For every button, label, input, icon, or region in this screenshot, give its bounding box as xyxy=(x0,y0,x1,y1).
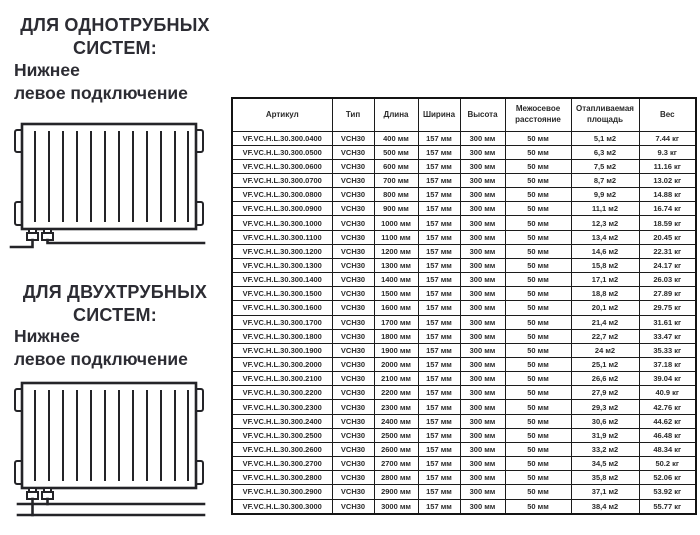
column-header-article: Артикул xyxy=(232,98,332,131)
table-cell: VCH30 xyxy=(332,188,374,202)
table-row xyxy=(232,372,696,386)
table-cell: 50 мм xyxy=(505,244,571,258)
table-cell: VCH30 xyxy=(332,273,374,287)
table-cell: VF.VC.H.L.30.300.1500 xyxy=(232,287,332,301)
left-panel xyxy=(0,0,230,535)
table-cell: VF.VC.H.L.30.300.2100 xyxy=(232,372,332,386)
column-header-heated-area: Отапливаемая площадь xyxy=(571,98,639,131)
table-cell: 157 мм xyxy=(418,329,460,343)
table-cell: 50 мм xyxy=(505,442,571,456)
table-cell: VCH30 xyxy=(332,173,374,187)
table-cell: 300 мм xyxy=(460,244,505,258)
table-cell: 29,3 м2 xyxy=(571,400,639,414)
single-pipe-lines xyxy=(11,240,204,247)
table-cell: 33,2 м2 xyxy=(571,442,639,456)
heading-line: СИСТЕМ: xyxy=(73,38,157,58)
table-cell: 1100 мм xyxy=(374,230,418,244)
table-cell: 157 мм xyxy=(418,258,460,272)
table-cell: 157 мм xyxy=(418,315,460,329)
table-cell: VCH30 xyxy=(332,428,374,442)
table-row xyxy=(232,499,696,514)
table-cell: 157 мм xyxy=(418,131,460,145)
table-row xyxy=(232,343,696,357)
table-cell: 27,9 м2 xyxy=(571,386,639,400)
table-cell: 300 мм xyxy=(460,414,505,428)
table-cell: 9,9 м2 xyxy=(571,188,639,202)
table-row xyxy=(232,428,696,442)
table-cell: VCH30 xyxy=(332,358,374,372)
table-cell: VCH30 xyxy=(332,442,374,456)
table-cell: 2500 мм xyxy=(374,428,418,442)
table-cell: 1900 мм xyxy=(374,343,418,357)
table-cell: 400 мм xyxy=(374,131,418,145)
table-cell: VF.VC.H.L.30.300.1600 xyxy=(232,301,332,315)
table-cell: VF.VC.H.L.30.300.2700 xyxy=(232,457,332,471)
table-row xyxy=(232,202,696,216)
table-cell: VF.VC.H.L.30.300.1900 xyxy=(232,343,332,357)
table-cell: 2400 мм xyxy=(374,414,418,428)
table-cell: 33.47 кг xyxy=(639,329,696,343)
table-cell: 157 мм xyxy=(418,414,460,428)
table-cell: VCH30 xyxy=(332,216,374,230)
table-cell: 12,3 м2 xyxy=(571,216,639,230)
table-row xyxy=(232,287,696,301)
table-cell: VF.VC.H.L.30.300.0800 xyxy=(232,188,332,202)
table-cell: 50.2 кг xyxy=(639,457,696,471)
table-cell: 300 мм xyxy=(460,230,505,244)
table-cell: VF.VC.H.L.30.300.1800 xyxy=(232,329,332,343)
table-cell: VCH30 xyxy=(332,329,374,343)
table-cell: 14,6 м2 xyxy=(571,244,639,258)
table-cell: VCH30 xyxy=(332,287,374,301)
table-cell: 50 мм xyxy=(505,343,571,357)
table-cell: 157 мм xyxy=(418,145,460,159)
table-cell: 300 мм xyxy=(460,329,505,343)
table-cell: 9.3 кг xyxy=(639,145,696,159)
connection-label-two-pipe xyxy=(14,325,226,371)
table-cell: 157 мм xyxy=(418,216,460,230)
table-cell: 50 мм xyxy=(505,414,571,428)
table-cell: 2900 мм xyxy=(374,485,418,499)
heading-line: ДЛЯ ОДНОТРУБНЫХ xyxy=(20,15,210,35)
table-cell: 300 мм xyxy=(460,315,505,329)
table-row xyxy=(232,400,696,414)
table-cell: VCH30 xyxy=(332,485,374,499)
table-cell: 2600 мм xyxy=(374,442,418,456)
table-cell: 26.03 кг xyxy=(639,273,696,287)
table-cell: 50 мм xyxy=(505,372,571,386)
table-cell: 2200 мм xyxy=(374,386,418,400)
table-cell: 1000 мм xyxy=(374,216,418,230)
table-cell: 2000 мм xyxy=(374,358,418,372)
table-cell: 52.06 кг xyxy=(639,471,696,485)
table-cell: 48.34 кг xyxy=(639,442,696,456)
table-cell: 157 мм xyxy=(418,386,460,400)
table-cell: 50 мм xyxy=(505,400,571,414)
table-cell: 50 мм xyxy=(505,457,571,471)
table-cell: 39.04 кг xyxy=(639,372,696,386)
table-cell: 50 мм xyxy=(505,258,571,272)
table-cell: 7,5 м2 xyxy=(571,159,639,173)
table-cell: 157 мм xyxy=(418,485,460,499)
table-cell: VCH30 xyxy=(332,258,374,272)
table-cell: 300 мм xyxy=(460,159,505,173)
connection-stubs xyxy=(27,488,53,499)
table-cell: VF.VC.H.L.30.300.2000 xyxy=(232,358,332,372)
column-header-center-distance: Межосевое расстояние xyxy=(505,98,571,131)
table-cell: VF.VC.H.L.30.300.2800 xyxy=(232,471,332,485)
table-cell: 6,3 м2 xyxy=(571,145,639,159)
table-cell: 50 мм xyxy=(505,188,571,202)
table-cell: 157 мм xyxy=(418,471,460,485)
table-cell: 300 мм xyxy=(460,287,505,301)
heading-two-pipe-systems xyxy=(0,281,230,327)
table-row xyxy=(232,273,696,287)
table-cell: 1400 мм xyxy=(374,273,418,287)
table-row xyxy=(232,386,696,400)
table-cell: 11,1 м2 xyxy=(571,202,639,216)
table-cell: VF.VC.H.L.30.300.0600 xyxy=(232,159,332,173)
heading-line: ДЛЯ ДВУХТРУБНЫХ xyxy=(22,282,208,302)
table-cell: VCH30 xyxy=(332,244,374,258)
table-cell: VF.VC.H.L.30.300.0400 xyxy=(232,131,332,145)
heading-single-pipe-systems xyxy=(0,14,230,60)
table-cell: VCH30 xyxy=(332,400,374,414)
table-cell: 157 мм xyxy=(418,400,460,414)
table-cell: 17,1 м2 xyxy=(571,273,639,287)
table-cell: 2800 мм xyxy=(374,471,418,485)
table-cell: VF.VC.H.L.30.300.3000 xyxy=(232,499,332,514)
table-row xyxy=(232,188,696,202)
table-cell: 157 мм xyxy=(418,499,460,514)
table-cell: 50 мм xyxy=(505,131,571,145)
table-cell: VCH30 xyxy=(332,386,374,400)
table-cell: 50 мм xyxy=(505,358,571,372)
radiator-diagram-single-pipe xyxy=(8,114,210,254)
table-cell: 38,4 м2 xyxy=(571,499,639,514)
table-cell: 157 мм xyxy=(418,202,460,216)
table-cell: 50 мм xyxy=(505,315,571,329)
table-cell: 300 мм xyxy=(460,188,505,202)
table-cell: VCH30 xyxy=(332,159,374,173)
table-row xyxy=(232,315,696,329)
table-cell: 157 мм xyxy=(418,244,460,258)
table-row xyxy=(232,301,696,315)
table-cell: 2700 мм xyxy=(374,457,418,471)
table-cell: 800 мм xyxy=(374,188,418,202)
table-cell: 157 мм xyxy=(418,358,460,372)
table-cell: 24.17 кг xyxy=(639,258,696,272)
table-cell: VF.VC.H.L.30.300.0900 xyxy=(232,202,332,216)
table-row xyxy=(232,442,696,456)
table-cell: 16.74 кг xyxy=(639,202,696,216)
table-cell: 55.77 кг xyxy=(639,499,696,514)
column-header-length: Длина xyxy=(374,98,418,131)
table-row xyxy=(232,471,696,485)
table-cell: 46.48 кг xyxy=(639,428,696,442)
table-cell: 40.9 кг xyxy=(639,386,696,400)
table-cell: VF.VC.H.L.30.300.1300 xyxy=(232,258,332,272)
header-row xyxy=(232,98,696,131)
radiator-two-pipe-icon xyxy=(8,378,210,523)
table-cell: VF.VC.H.L.30.300.1000 xyxy=(232,216,332,230)
two-pipe-lines xyxy=(18,499,204,515)
table-cell: 1200 мм xyxy=(374,244,418,258)
table-cell: VCH30 xyxy=(332,457,374,471)
subheading-line: левое подключение xyxy=(14,349,188,369)
table-cell: VF.VC.H.L.30.300.2600 xyxy=(232,442,332,456)
table-cell: 1800 мм xyxy=(374,329,418,343)
table-cell: 35,8 м2 xyxy=(571,471,639,485)
table-cell: 50 мм xyxy=(505,145,571,159)
table-cell: 5,1 м2 xyxy=(571,131,639,145)
table-row xyxy=(232,457,696,471)
table-cell: 300 мм xyxy=(460,145,505,159)
table-cell: VCH30 xyxy=(332,499,374,514)
table-cell: 15,8 м2 xyxy=(571,258,639,272)
table-cell: 300 мм xyxy=(460,499,505,514)
connection-stubs xyxy=(27,229,53,240)
table-cell: 50 мм xyxy=(505,159,571,173)
table-row xyxy=(232,258,696,272)
table-row xyxy=(232,329,696,343)
table-cell: VF.VC.H.L.30.300.2400 xyxy=(232,414,332,428)
table-cell: 3000 мм xyxy=(374,499,418,514)
table-cell: 300 мм xyxy=(460,442,505,456)
table-cell: 22,7 м2 xyxy=(571,329,639,343)
table-cell: 31,9 м2 xyxy=(571,428,639,442)
table-cell: VCH30 xyxy=(332,301,374,315)
table-cell: 18.59 кг xyxy=(639,216,696,230)
table-cell: 157 мм xyxy=(418,173,460,187)
table-cell: 157 мм xyxy=(418,287,460,301)
table-cell: VCH30 xyxy=(332,414,374,428)
table-cell: 44.62 кг xyxy=(639,414,696,428)
table-cell: 2100 мм xyxy=(374,372,418,386)
table-cell: 300 мм xyxy=(460,386,505,400)
table-cell: VCH30 xyxy=(332,145,374,159)
table-cell: VF.VC.H.L.30.300.1400 xyxy=(232,273,332,287)
table-cell: 300 мм xyxy=(460,173,505,187)
column-header-width: Ширина xyxy=(418,98,460,131)
table-cell: VF.VC.H.L.30.300.1100 xyxy=(232,230,332,244)
table-cell: 50 мм xyxy=(505,216,571,230)
table-cell: 20,1 м2 xyxy=(571,301,639,315)
radiator-diagram-two-pipe xyxy=(8,378,210,523)
table-cell: 157 мм xyxy=(418,159,460,173)
table-cell: 29.75 кг xyxy=(639,301,696,315)
heading-line: СИСТЕМ: xyxy=(73,305,157,325)
table-cell: 13.02 кг xyxy=(639,173,696,187)
table-cell: 300 мм xyxy=(460,428,505,442)
table-cell: VCH30 xyxy=(332,372,374,386)
subheading-line: Нижнее xyxy=(14,60,80,80)
table-cell: 300 мм xyxy=(460,457,505,471)
table-cell: 1300 мм xyxy=(374,258,418,272)
table-cell: 500 мм xyxy=(374,145,418,159)
spec-table-header xyxy=(232,98,696,131)
table-cell: 157 мм xyxy=(418,442,460,456)
table-cell: 50 мм xyxy=(505,471,571,485)
table-cell: 50 мм xyxy=(505,499,571,514)
table-cell: 50 мм xyxy=(505,173,571,187)
table-cell: 13,4 м2 xyxy=(571,230,639,244)
table-cell: 157 мм xyxy=(418,301,460,315)
table-cell: VCH30 xyxy=(332,131,374,145)
table-cell: 37,1 м2 xyxy=(571,485,639,499)
table-cell: VF.VC.H.L.30.300.1700 xyxy=(232,315,332,329)
table-cell: 700 мм xyxy=(374,173,418,187)
table-cell: VCH30 xyxy=(332,315,374,329)
table-cell: 26,6 м2 xyxy=(571,372,639,386)
table-cell: 14.88 кг xyxy=(639,188,696,202)
table-cell: 1600 мм xyxy=(374,301,418,315)
table-cell: 1500 мм xyxy=(374,287,418,301)
table-row xyxy=(232,216,696,230)
table-row xyxy=(232,131,696,145)
table-cell: 300 мм xyxy=(460,202,505,216)
table-cell: 50 мм xyxy=(505,230,571,244)
table-cell: 2300 мм xyxy=(374,400,418,414)
table-cell: VF.VC.H.L.30.300.2500 xyxy=(232,428,332,442)
table-cell: 35.33 кг xyxy=(639,343,696,357)
connection-label-single-pipe xyxy=(14,59,226,105)
table-cell: 300 мм xyxy=(460,358,505,372)
table-cell: 300 мм xyxy=(460,372,505,386)
table-cell: 157 мм xyxy=(418,273,460,287)
table-cell: 300 мм xyxy=(460,273,505,287)
table-cell: 20.45 кг xyxy=(639,230,696,244)
table-cell: 1700 мм xyxy=(374,315,418,329)
table-cell: VCH30 xyxy=(332,471,374,485)
table-cell: 50 мм xyxy=(505,301,571,315)
table-cell: 300 мм xyxy=(460,471,505,485)
table-cell: 157 мм xyxy=(418,428,460,442)
table-cell: 7.44 кг xyxy=(639,131,696,145)
table-row xyxy=(232,485,696,499)
table-cell: 600 мм xyxy=(374,159,418,173)
table-cell: 300 мм xyxy=(460,485,505,499)
column-header-height: Высота xyxy=(460,98,505,131)
table-cell: 50 мм xyxy=(505,485,571,499)
table-cell: 50 мм xyxy=(505,287,571,301)
table-cell: 300 мм xyxy=(460,216,505,230)
table-cell: VF.VC.H.L.30.300.2300 xyxy=(232,400,332,414)
table-row xyxy=(232,358,696,372)
table-cell: 34,5 м2 xyxy=(571,457,639,471)
table-cell: 157 мм xyxy=(418,188,460,202)
table-cell: 21,4 м2 xyxy=(571,315,639,329)
table-row xyxy=(232,145,696,159)
column-header-type: Тип xyxy=(332,98,374,131)
subheading-line: Нижнее xyxy=(14,326,80,346)
table-cell: 300 мм xyxy=(460,400,505,414)
table-cell: 22.31 кг xyxy=(639,244,696,258)
table-cell: VF.VC.H.L.30.300.2200 xyxy=(232,386,332,400)
table-cell: 11.16 кг xyxy=(639,159,696,173)
table-row xyxy=(232,244,696,258)
radiator-single-pipe-icon xyxy=(8,114,210,254)
table-cell: 8,7 м2 xyxy=(571,173,639,187)
table-cell: 31.61 кг xyxy=(639,315,696,329)
table-cell: 18,8 м2 xyxy=(571,287,639,301)
spec-table xyxy=(231,97,697,515)
table-cell: 157 мм xyxy=(418,230,460,244)
table-row xyxy=(232,173,696,187)
table-cell: 157 мм xyxy=(418,372,460,386)
table-row xyxy=(232,230,696,244)
table-row xyxy=(232,414,696,428)
table-cell: VF.VC.H.L.30.300.0700 xyxy=(232,173,332,187)
table-cell: 300 мм xyxy=(460,258,505,272)
table-cell: 900 мм xyxy=(374,202,418,216)
table-cell: 27.89 кг xyxy=(639,287,696,301)
table-cell: VF.VC.H.L.30.300.1200 xyxy=(232,244,332,258)
table-cell: VF.VC.H.L.30.300.0500 xyxy=(232,145,332,159)
table-cell: 50 мм xyxy=(505,386,571,400)
table-cell: 50 мм xyxy=(505,428,571,442)
table-cell: 157 мм xyxy=(418,457,460,471)
table-cell: 157 мм xyxy=(418,343,460,357)
table-cell: 50 мм xyxy=(505,329,571,343)
table-cell: 50 мм xyxy=(505,202,571,216)
table-cell: 50 мм xyxy=(505,273,571,287)
table-cell: VCH30 xyxy=(332,202,374,216)
table-cell: VCH30 xyxy=(332,343,374,357)
table-cell: 25,1 м2 xyxy=(571,358,639,372)
table-cell: 37.18 кг xyxy=(639,358,696,372)
table-cell: 53.92 кг xyxy=(639,485,696,499)
table-cell: VCH30 xyxy=(332,230,374,244)
table-cell: 24 м2 xyxy=(571,343,639,357)
subheading-line: левое подключение xyxy=(14,83,188,103)
table-cell: 30,6 м2 xyxy=(571,414,639,428)
table-cell: 42.76 кг xyxy=(639,400,696,414)
spec-table-body xyxy=(232,131,696,514)
table-cell: VF.VC.H.L.30.300.2900 xyxy=(232,485,332,499)
table-cell: 300 мм xyxy=(460,301,505,315)
table-row xyxy=(232,159,696,173)
table-cell: 300 мм xyxy=(460,343,505,357)
column-header-weight: Вес xyxy=(639,98,696,131)
table-cell: 300 мм xyxy=(460,131,505,145)
